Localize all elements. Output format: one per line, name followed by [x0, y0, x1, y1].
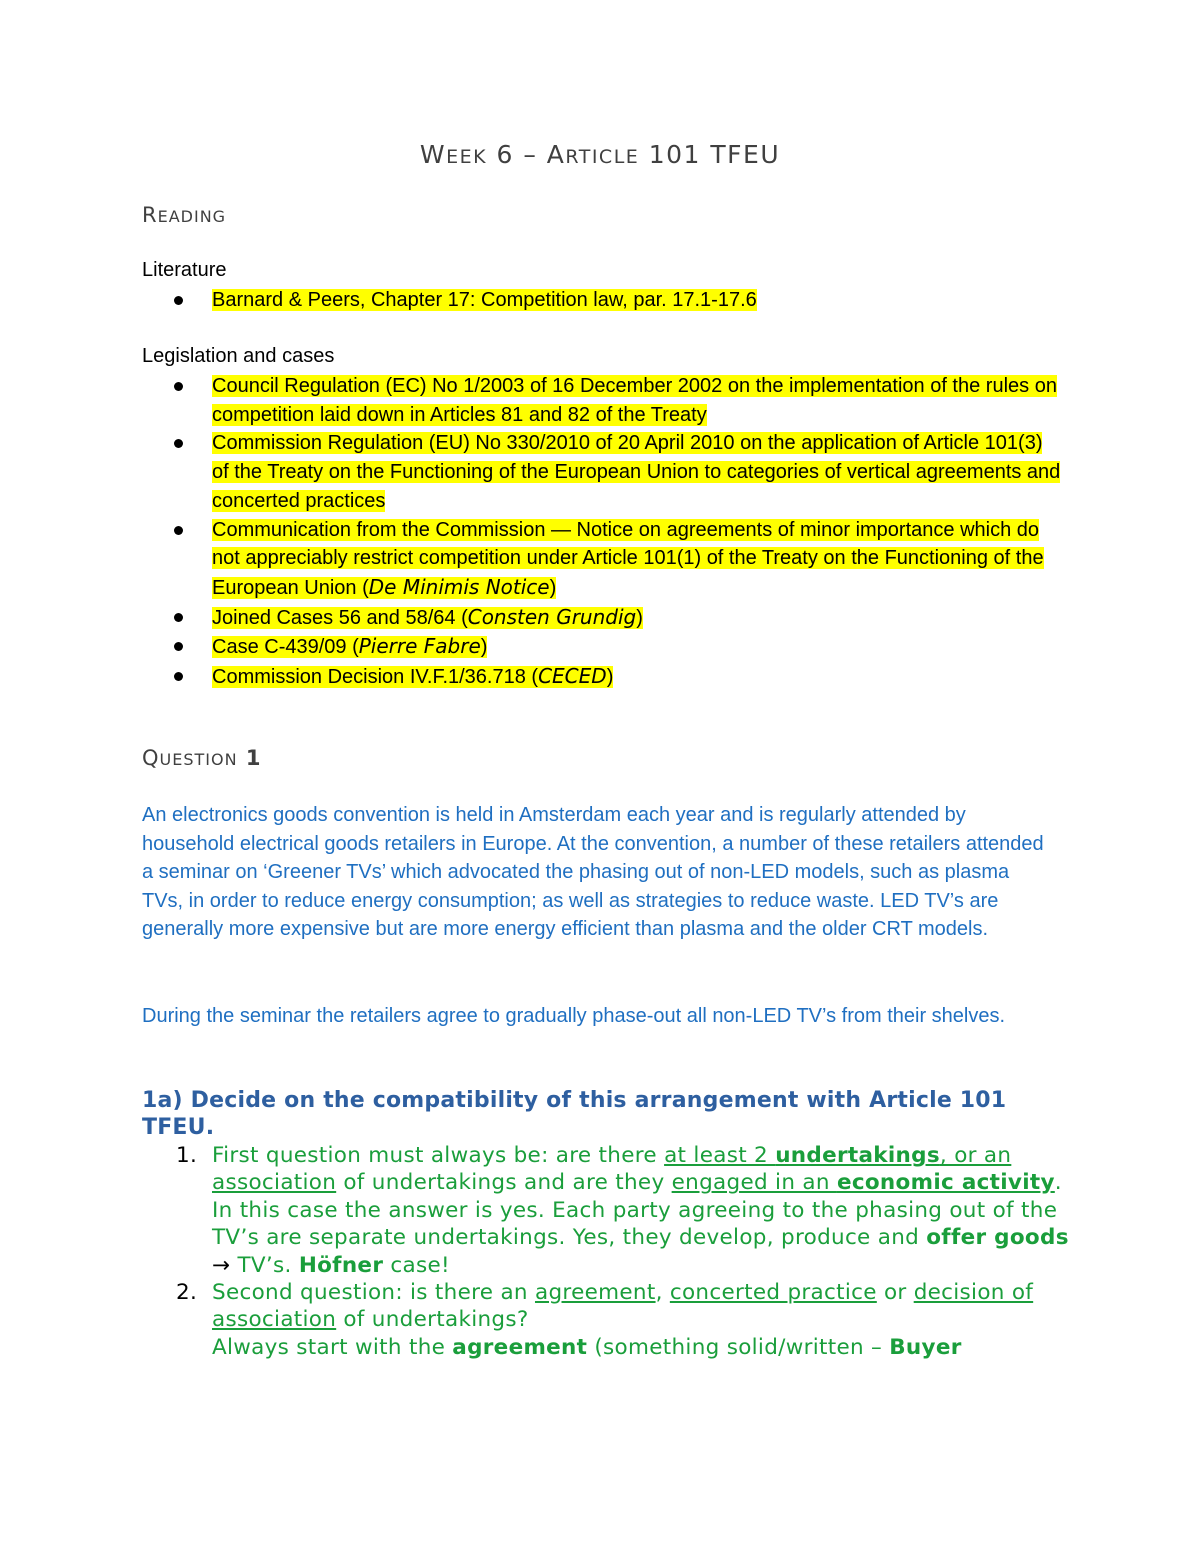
- list-item: Commission Decision IV.F.1/36.718 (CECED): [142, 662, 1062, 692]
- question-heading: QUESTION 1: [142, 746, 262, 770]
- arrow-right-icon: →: [212, 1252, 238, 1278]
- list-item: Barnard & Peers, Chapter 17: Competition law, par. 17.1-17.6: [142, 286, 1062, 315]
- question-1a-heading: 1a) Decide on the compatibility of this arrangement with Article 101 TFEU.: [142, 1088, 1007, 1140]
- legislation-list: [142, 372, 1062, 692]
- bullet-icon: [174, 439, 183, 448]
- reading-heading: READING: [142, 203, 227, 227]
- list-item: Communication from the Commission — Notice on agreements of minor importance which do not appreciably restrict competition under Article 101(1) of the Treaty on the Functioning of the European Union (De Minimis Notice): [142, 516, 1062, 603]
- literature-heading: Literature: [142, 259, 227, 281]
- bullet-icon: [174, 526, 183, 535]
- scenario-paragraph: During the seminar the retailers agree to gradually phase-out all non-LED TV’s from their shelves.: [142, 1005, 1006, 1027]
- list-item: Commission Regulation (EU) No 330/2010 of 20 April 2010 on the application of Article 101(3) of the Treaty on the Functioning of the European Union to categories of vertical agreements and concerted practices: [142, 429, 1062, 515]
- legislation-heading: Legislation and cases: [142, 345, 335, 367]
- bullet-icon: [174, 642, 183, 651]
- scenario-paragraph: An electronics goods convention is held in Amsterdam each year and is regularly attended by household electrical goods retailers in Europe. At the convention, a number of these retailers attended a seminar on ‘Greener TVs’ which advocated the phasing out of non-LED models, such as plasma TVs, in order to reduce energy consumption; as well as strategies to reduce waste. LED TV’s are generally more expensive but are more energy efficient than plasma and the older CRT models.: [142, 804, 1044, 941]
- answer-list: [142, 1142, 1072, 1361]
- list-item: Council Regulation (EC) No 1/2003 of 16 December 2002 on the implementation of the rules on competition laid down in Articles 81 and 82 of the Treaty: [142, 372, 1062, 429]
- bullet-icon: [174, 382, 183, 391]
- page-title: WEEK 6 – ARTICLE 101 TFEU: [419, 140, 781, 169]
- bullet-icon: [174, 613, 183, 622]
- list-item: 2. Second question: is there an agreement, concerted practice or decision of association of undertakings? Always start with the agreement (something solid/written – Buyer: [176, 1280, 1034, 1360]
- list-item: Case C-439/09 (Pierre Fabre): [142, 632, 1062, 662]
- bullet-icon: [174, 296, 183, 305]
- literature-list: [142, 286, 1062, 315]
- list-item: Joined Cases 56 and 58/64 (Consten Grundig): [142, 603, 1062, 633]
- bullet-icon: [174, 672, 183, 681]
- list-item: 1. First question must always be: are there at least 2 undertakings, or an association of undertakings and are they engaged in an economic activity. In this case the answer is yes. Each party agreeing to the phasing out of the TV’s are separate undertakings. Yes, they develop, produce and offer goods → TV’s. Höfner case!: [176, 1143, 1069, 1278]
